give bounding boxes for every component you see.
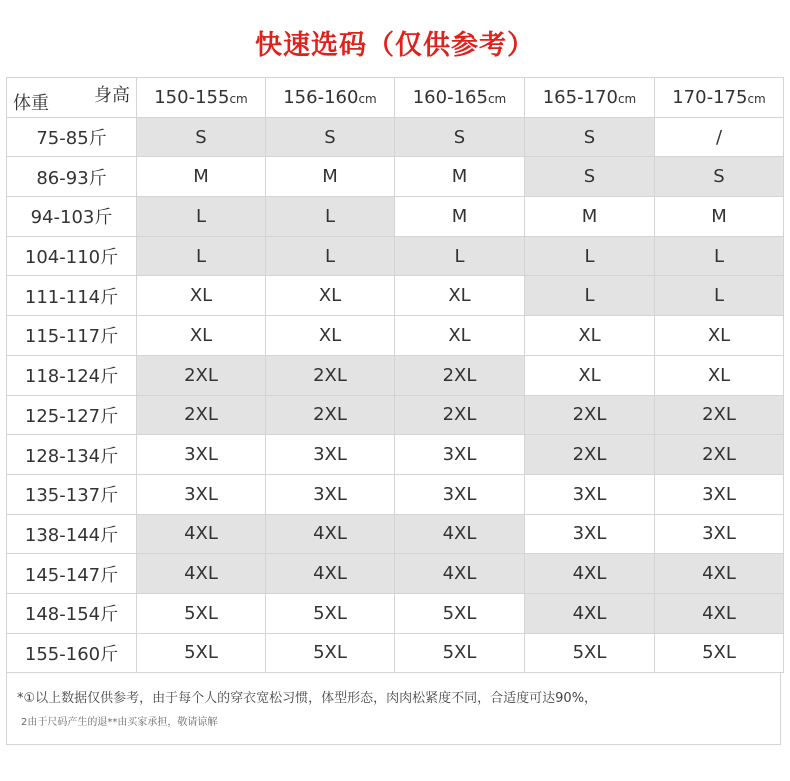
size-cell: S [525, 117, 655, 157]
table-row [7, 435, 784, 475]
row-weight-label: 145-147斤 [7, 554, 137, 594]
size-cell: 5XL [266, 593, 395, 633]
size-cell: XL [655, 316, 784, 356]
size-cell: 5XL [137, 593, 266, 633]
size-cell: 5XL [395, 633, 525, 673]
table-row [7, 554, 784, 594]
size-cell: 3XL [137, 435, 266, 475]
table-row [7, 593, 784, 633]
size-cell: 4XL [137, 554, 266, 594]
size-cell: 2XL [137, 355, 266, 395]
column-header [395, 78, 525, 118]
size-chart-body [7, 78, 784, 673]
table-row [7, 514, 784, 554]
size-cell: S [395, 117, 525, 157]
row-weight-label: 138-144斤 [7, 514, 137, 554]
size-cell: 4XL [655, 593, 784, 633]
note-line-1: *①以上数据仅供参考，由于每个人的穿衣宽松习惯，体型形态，肉肉松紧度不同，合适度可达90%， [17, 691, 598, 706]
size-cell: S [525, 157, 655, 197]
size-cell: L [655, 276, 784, 316]
size-cell: 5XL [525, 633, 655, 673]
size-cell: M [525, 197, 655, 237]
size-cell: L [395, 236, 525, 276]
size-cell: XL [137, 276, 266, 316]
column-unit: cm [487, 91, 507, 106]
size-cell: XL [266, 276, 395, 316]
size-cell: 4XL [655, 554, 784, 594]
table-row [7, 236, 784, 276]
size-cell: L [525, 236, 655, 276]
size-cell: 2XL [266, 395, 395, 435]
size-cell: M [137, 157, 266, 197]
column-unit: cm [229, 91, 248, 106]
size-cell: 2XL [395, 395, 525, 435]
row-weight-label: 135-137斤 [7, 474, 137, 514]
size-cell: 5XL [395, 593, 525, 633]
row-weight-label: 94-103斤 [7, 197, 137, 237]
table-row [7, 157, 784, 197]
size-cell: S [266, 117, 395, 157]
column-header [655, 78, 784, 118]
size-cell: 4XL [395, 514, 525, 554]
table-row [7, 276, 784, 316]
size-cell: M [395, 197, 525, 237]
row-weight-label: 155-160斤 [7, 633, 137, 673]
column-height-range: 170-175 [672, 86, 748, 108]
size-cell: M [266, 157, 395, 197]
size-cell: 2XL [525, 395, 655, 435]
row-weight-label: 118-124斤 [7, 355, 137, 395]
row-weight-label: 115-117斤 [7, 316, 137, 356]
corner-cell [7, 78, 137, 118]
size-cell: 3XL [266, 474, 395, 514]
size-cell: 4XL [137, 514, 266, 554]
column-header [266, 78, 395, 118]
size-cell: 3XL [525, 474, 655, 514]
table-row [7, 474, 784, 514]
column-height-range: 160-165 [412, 86, 488, 108]
size-cell: 5XL [266, 633, 395, 673]
size-cell: S [655, 157, 784, 197]
size-cell: 3XL [655, 474, 784, 514]
column-header [137, 78, 266, 118]
row-weight-label: 104-110斤 [7, 236, 137, 276]
page-title: 快速选码（仅供参考） [255, 30, 535, 61]
size-cell: 4XL [525, 593, 655, 633]
table-row [7, 117, 784, 157]
header-row [7, 78, 784, 118]
size-cell: 2XL [525, 435, 655, 475]
column-height-range: 150-155 [154, 86, 230, 108]
column-unit: cm [747, 91, 766, 106]
column-unit: cm [358, 91, 377, 106]
size-cell: 5XL [655, 633, 784, 673]
table-row [7, 395, 784, 435]
size-cell: 4XL [395, 554, 525, 594]
notes-box [6, 673, 781, 745]
size-cell: L [137, 197, 266, 237]
size-cell: L [266, 197, 395, 237]
column-height-range: 156-160 [283, 86, 359, 108]
row-weight-label: 75-85斤 [7, 117, 137, 157]
weight-axis-label: 体重 [13, 92, 49, 114]
column-unit: cm [617, 91, 637, 106]
size-cell: 3XL [266, 435, 395, 475]
size-cell: 3XL [525, 514, 655, 554]
table-row [7, 633, 784, 673]
size-cell: XL [395, 276, 525, 316]
size-cell: XL [655, 355, 784, 395]
row-weight-label: 125-127斤 [7, 395, 137, 435]
size-cell: 3XL [395, 435, 525, 475]
size-cell: XL [525, 316, 655, 356]
size-cell: 3XL [655, 514, 784, 554]
size-cell: 4XL [266, 554, 395, 594]
size-cell: M [395, 157, 525, 197]
size-cell: M [655, 197, 784, 237]
size-cell: 4XL [525, 554, 655, 594]
table-row [7, 197, 784, 237]
height-axis-label: 身高 [94, 85, 130, 106]
column-height-range: 165-170 [542, 86, 618, 108]
size-cell: 2XL [655, 395, 784, 435]
size-cell: 2XL [266, 355, 395, 395]
size-cell: S [137, 117, 266, 157]
table-row [7, 355, 784, 395]
size-cell: XL [137, 316, 266, 356]
size-cell: 4XL [266, 514, 395, 554]
size-cell: XL [525, 355, 655, 395]
size-cell: 5XL [137, 633, 266, 673]
note-line-2: 2由于尺码产生的退**由买家承担，敬请谅解 [21, 717, 218, 728]
size-cell: 2XL [655, 435, 784, 475]
size-cell: 3XL [395, 474, 525, 514]
row-weight-label: 86-93斤 [7, 157, 137, 197]
size-cell: XL [266, 316, 395, 356]
size-chart-table [6, 77, 784, 673]
size-cell: 2XL [395, 355, 525, 395]
size-cell: L [266, 236, 395, 276]
size-cell: 3XL [137, 474, 266, 514]
row-weight-label: 148-154斤 [7, 593, 137, 633]
size-cell: XL [395, 316, 525, 356]
row-weight-label: 128-134斤 [7, 435, 137, 475]
size-cell: 2XL [137, 395, 266, 435]
size-cell: L [137, 236, 266, 276]
row-weight-label: 111-114斤 [7, 276, 137, 316]
column-header [525, 78, 655, 118]
size-cell: L [655, 236, 784, 276]
size-cell: / [655, 117, 784, 157]
table-row [7, 316, 784, 356]
size-cell: L [525, 276, 655, 316]
